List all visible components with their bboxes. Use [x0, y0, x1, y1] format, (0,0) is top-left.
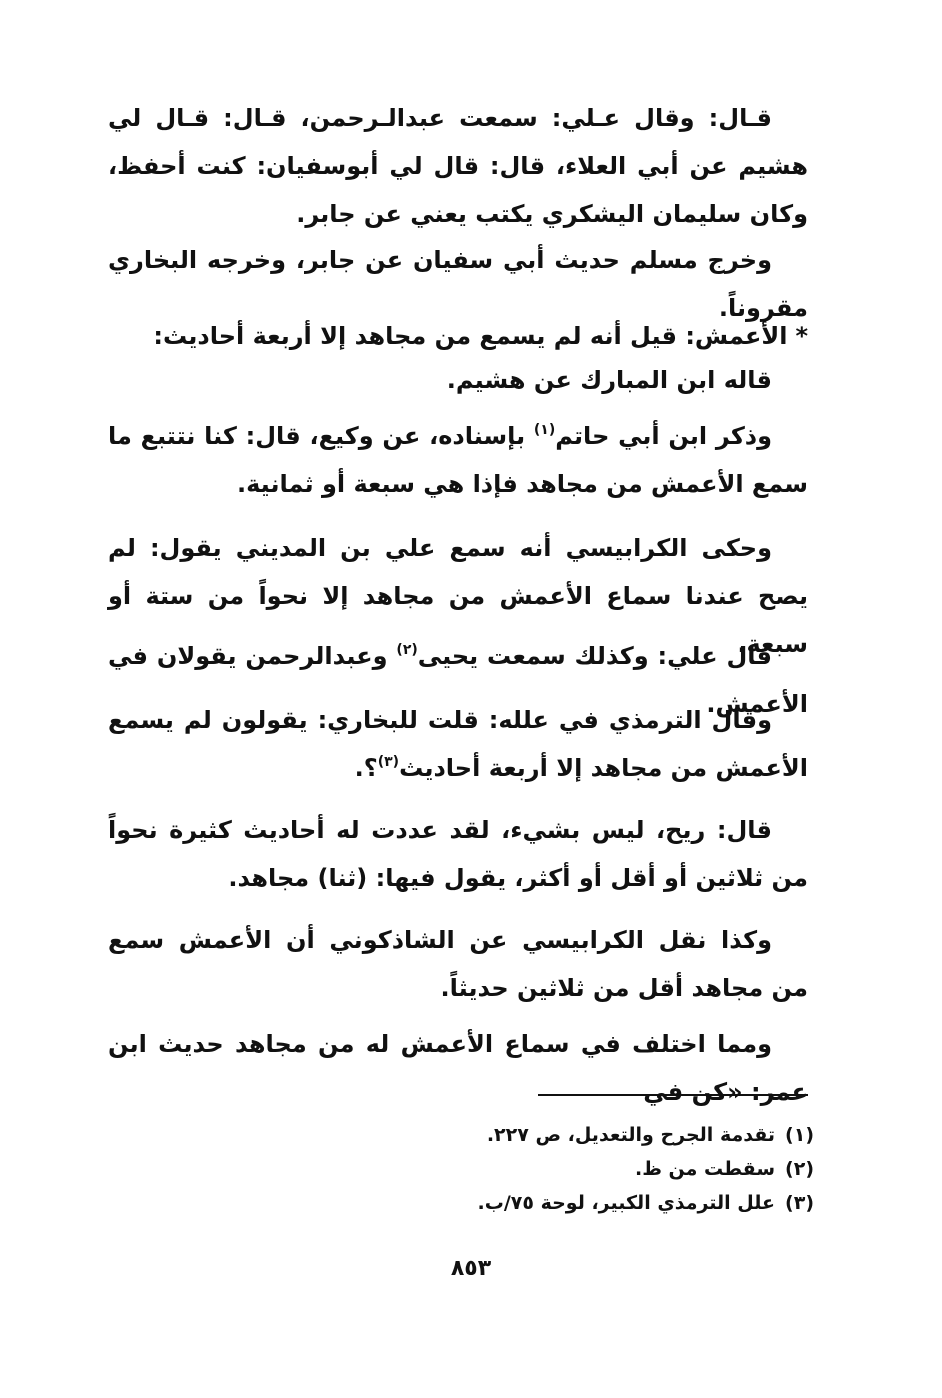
- footnote-ref-1: (١): [533, 422, 556, 438]
- footnote-ref-2: (٢): [396, 642, 418, 658]
- paragraph-1-text: قـال: وقال عـلي: سمعت عبدالـرحمن، قـال: قـال لي هشيم عن أبي العلاء، قال: قال لي أبوسفيان: كنت أحفظ، وكان سليمان اليشكري يكتب يعني عن جابر.: [108, 104, 808, 228]
- footnote-item: [114, 1186, 814, 1220]
- footnote-item: [114, 1118, 814, 1152]
- paragraph-6-text-a: قال علي: وكذلك سمعت يحيى: [417, 642, 773, 670]
- footnote-number: (٣): [785, 1192, 814, 1214]
- paragraph-4-text-b: بإسناده، عن وكيع، قال: كنا نتتبع ما سمع الأعمش من مجاهد فإذا هي سبعة أو ثمانية.: [108, 422, 808, 498]
- footnote-ref-3: (٣): [377, 754, 400, 770]
- section-heading-text: الأعمش: قيل أنه لم يسمع من مجاهد إلا أربعة أحاديث:: [153, 322, 788, 350]
- paragraph-3: [108, 356, 808, 404]
- paragraph-7-text-b: ؟.: [354, 754, 378, 782]
- footnote-number: (٢): [785, 1158, 814, 1180]
- footnote-text: علل الترمذي الكبير، لوحة ٧٥/ب.: [477, 1192, 776, 1214]
- star-bullet: *: [795, 322, 808, 350]
- paragraph-3-text: قاله ابن المبارك عن هشيم.: [446, 366, 772, 394]
- paragraph-9-text: وكذا نقل الكرابيسي عن الشاذكوني أن الأعمش سمع من مجاهد أقل من ثلاثين حديثاً.: [108, 926, 808, 1002]
- paragraph-6-text-b: وعبدالرحمن يقولان في الأعمش.: [108, 642, 808, 718]
- paragraph-10-text: ومما اختلف في سماع الأعمش له من مجاهد حديث ابن عمر: «كن في: [108, 1030, 808, 1106]
- paragraph-4: [108, 412, 808, 508]
- paragraph-7-text-a: وقال الترمذي في علله: قلت للبخاري: يقولون لم يسمع الأعمش من مجاهد إلا أربعة أحاديث: [108, 706, 808, 782]
- paragraph-5-text: وحكى الكرابيسي أنه سمع علي بن المديني يقول: لم يصح عندنا سماع الأعمش من مجاهد إلا نحواً من ستة أو سبعة.: [108, 534, 808, 658]
- section-heading: [108, 312, 808, 360]
- paragraph-10: [108, 1020, 808, 1116]
- paragraph-8: [108, 806, 808, 902]
- paragraph-9: [108, 916, 808, 1012]
- page-number: ٨٥٣: [450, 1256, 492, 1281]
- paragraph-2-text: وخرج مسلم حديث أبي سفيان عن جابر، وخرجه البخاري مقروناً.: [108, 246, 808, 322]
- footnote-item: [114, 1152, 814, 1186]
- footnote-divider: [538, 1094, 808, 1096]
- paragraph-8-text: قال: ريح، ليس بشيء، لقد عددت له أحاديث كثيرة نحواً من ثلاثين أو أقل أو أكثر، يقول فيها: (ثنا) مجاهد.: [108, 816, 808, 892]
- footnotes: [114, 1118, 814, 1220]
- footnote-number: (١): [785, 1124, 814, 1146]
- paragraph-4-text-a: وذكر ابن أبي حاتم: [555, 422, 773, 450]
- paragraph-1: [108, 94, 808, 238]
- footnote-text: سقطت من ظ.: [634, 1158, 776, 1180]
- footnote-text: تقدمة الجرح والتعديل، ص ٢٢٧.: [486, 1124, 776, 1146]
- paragraph-7: [108, 696, 808, 792]
